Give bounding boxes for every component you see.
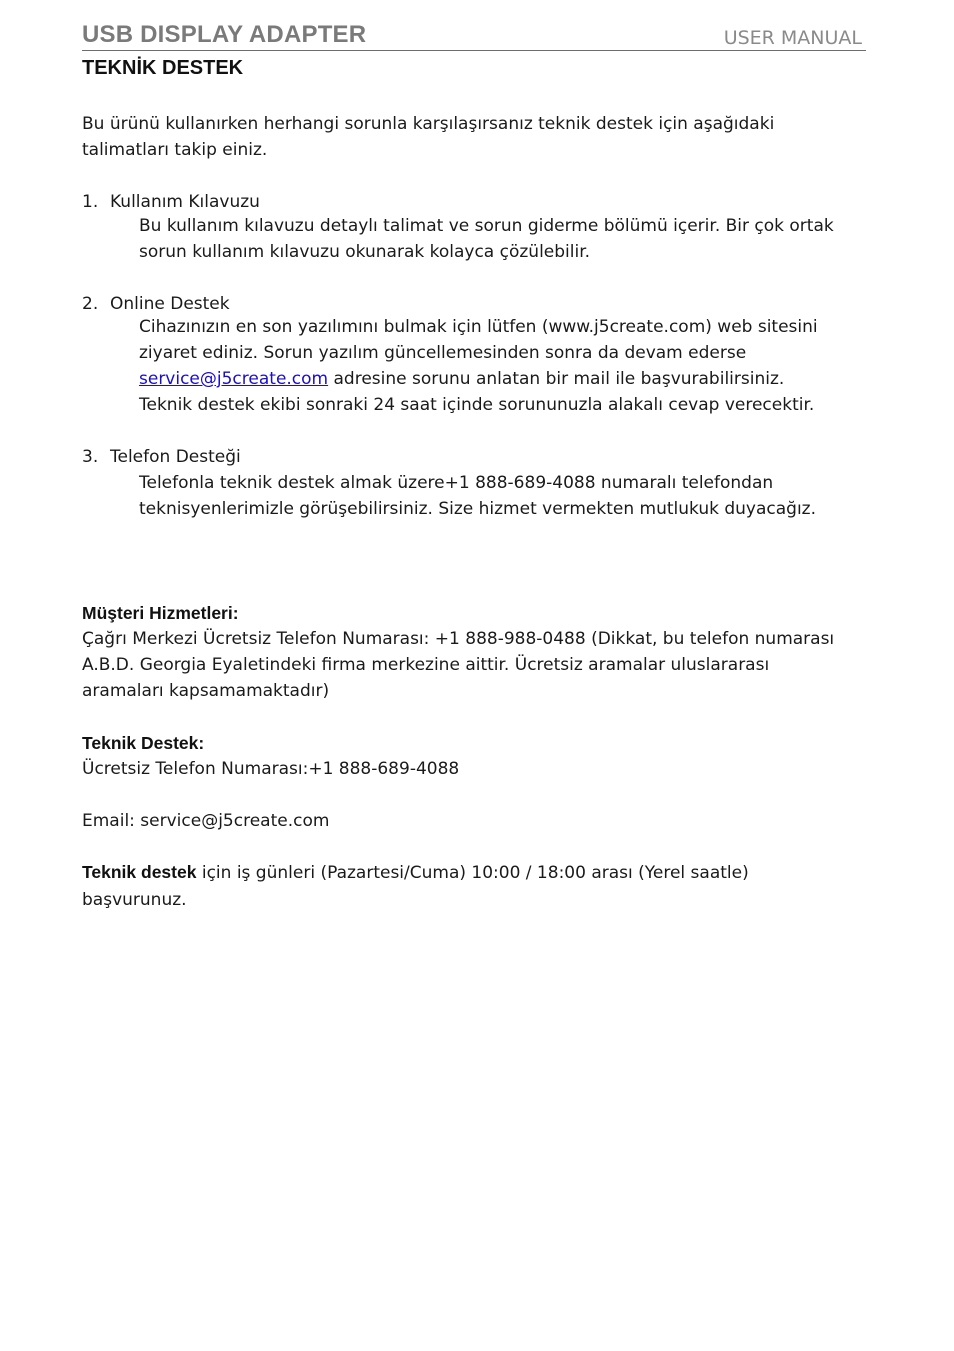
customer-service-line-3: aramaları kapsamamaktadır) — [82, 681, 330, 701]
document-subtitle: USER MANUAL — [723, 27, 862, 49]
item-2-line-2: ziyaret ediniz. Sorun yazılım güncellemesinden sonra da devam ederse — [139, 343, 747, 363]
item-1-line-2: sorun kullanım kılavuzu okunarak kolayca çözülebilir. — [139, 242, 591, 262]
intro-line-1: Bu ürünü kullanırken herhangi sorunla karşılaşırsanız teknik destek için aşağıdaki — [82, 114, 775, 134]
item-3-line-1: Telefonla teknik destek almak üzere+1 888-689-4088 numaralı telefondan — [139, 473, 774, 493]
item-2-title: Online Destek — [110, 294, 230, 314]
item-2-line-3 — [139, 366, 784, 392]
tech-support-hours — [82, 859, 749, 886]
tech-support-phone: Ücretsiz Telefon Numarası:+1 888-689-4088 — [82, 759, 460, 779]
item-3-number: 3. — [82, 447, 99, 467]
item-1-number: 1. — [82, 192, 99, 212]
document-title: USB DISPLAY ADAPTER — [82, 21, 367, 48]
intro-line-2: talimatları takip einiz. — [82, 140, 268, 160]
tech-support-hours-line-2: başvurunuz. — [82, 890, 187, 910]
item-1-line-1: Bu kullanım kılavuzu detaylı talimat ve sorun giderme bölümü içerir. Bir çok ortak — [139, 216, 834, 236]
section-title: TEKNİK DESTEK — [82, 57, 244, 79]
item-1-title: Kullanım Kılavuzu — [110, 192, 260, 212]
item-3-title: Telefon Desteği — [110, 447, 241, 467]
item-2-line-4: Teknik destek ekibi sonraki 24 saat içinde sorununuzla alakalı cevap verecektir. — [139, 395, 815, 415]
item-2-number: 2. — [82, 294, 99, 314]
customer-service-line-1: Çağrı Merkezi Ücretsiz Telefon Numarası: +1 888-988-0488 (Dikkat, bu telefon numarası — [82, 629, 835, 649]
customer-service-heading: Müşteri Hizmetleri: — [82, 603, 239, 623]
item-3-line-2: teknisyenlerimizle görüşebilirsiniz. Size hizmet vermekten mutlukuk duyacağız. — [139, 499, 817, 519]
support-email-link[interactable]: service@j5create.com — [139, 369, 329, 389]
item-2-line-1: Cihazınızın en son yazılımını bulmak için lütfen (www.j5create.com) web sitesini — [139, 317, 818, 337]
tech-support-email: Email: service@j5create.com — [82, 811, 330, 831]
customer-service-line-2: A.B.D. Georgia Eyaletindeki firma merkezine aittir. Ücretsiz aramalar uluslararası — [82, 655, 770, 675]
tech-support-hours-rest: için iş günleri (Pazartesi/Cuma) 10:00 / 18:00 arası (Yerel saatle) — [196, 863, 749, 883]
tech-support-hours-bold: Teknik destek — [82, 862, 197, 882]
page-header — [82, 20, 866, 51]
item-2-line-3-text: adresine sorunu anlatan bir mail ile başvurabilirsiniz. — [328, 369, 785, 389]
tech-support-heading: Teknik Destek: — [82, 733, 205, 753]
